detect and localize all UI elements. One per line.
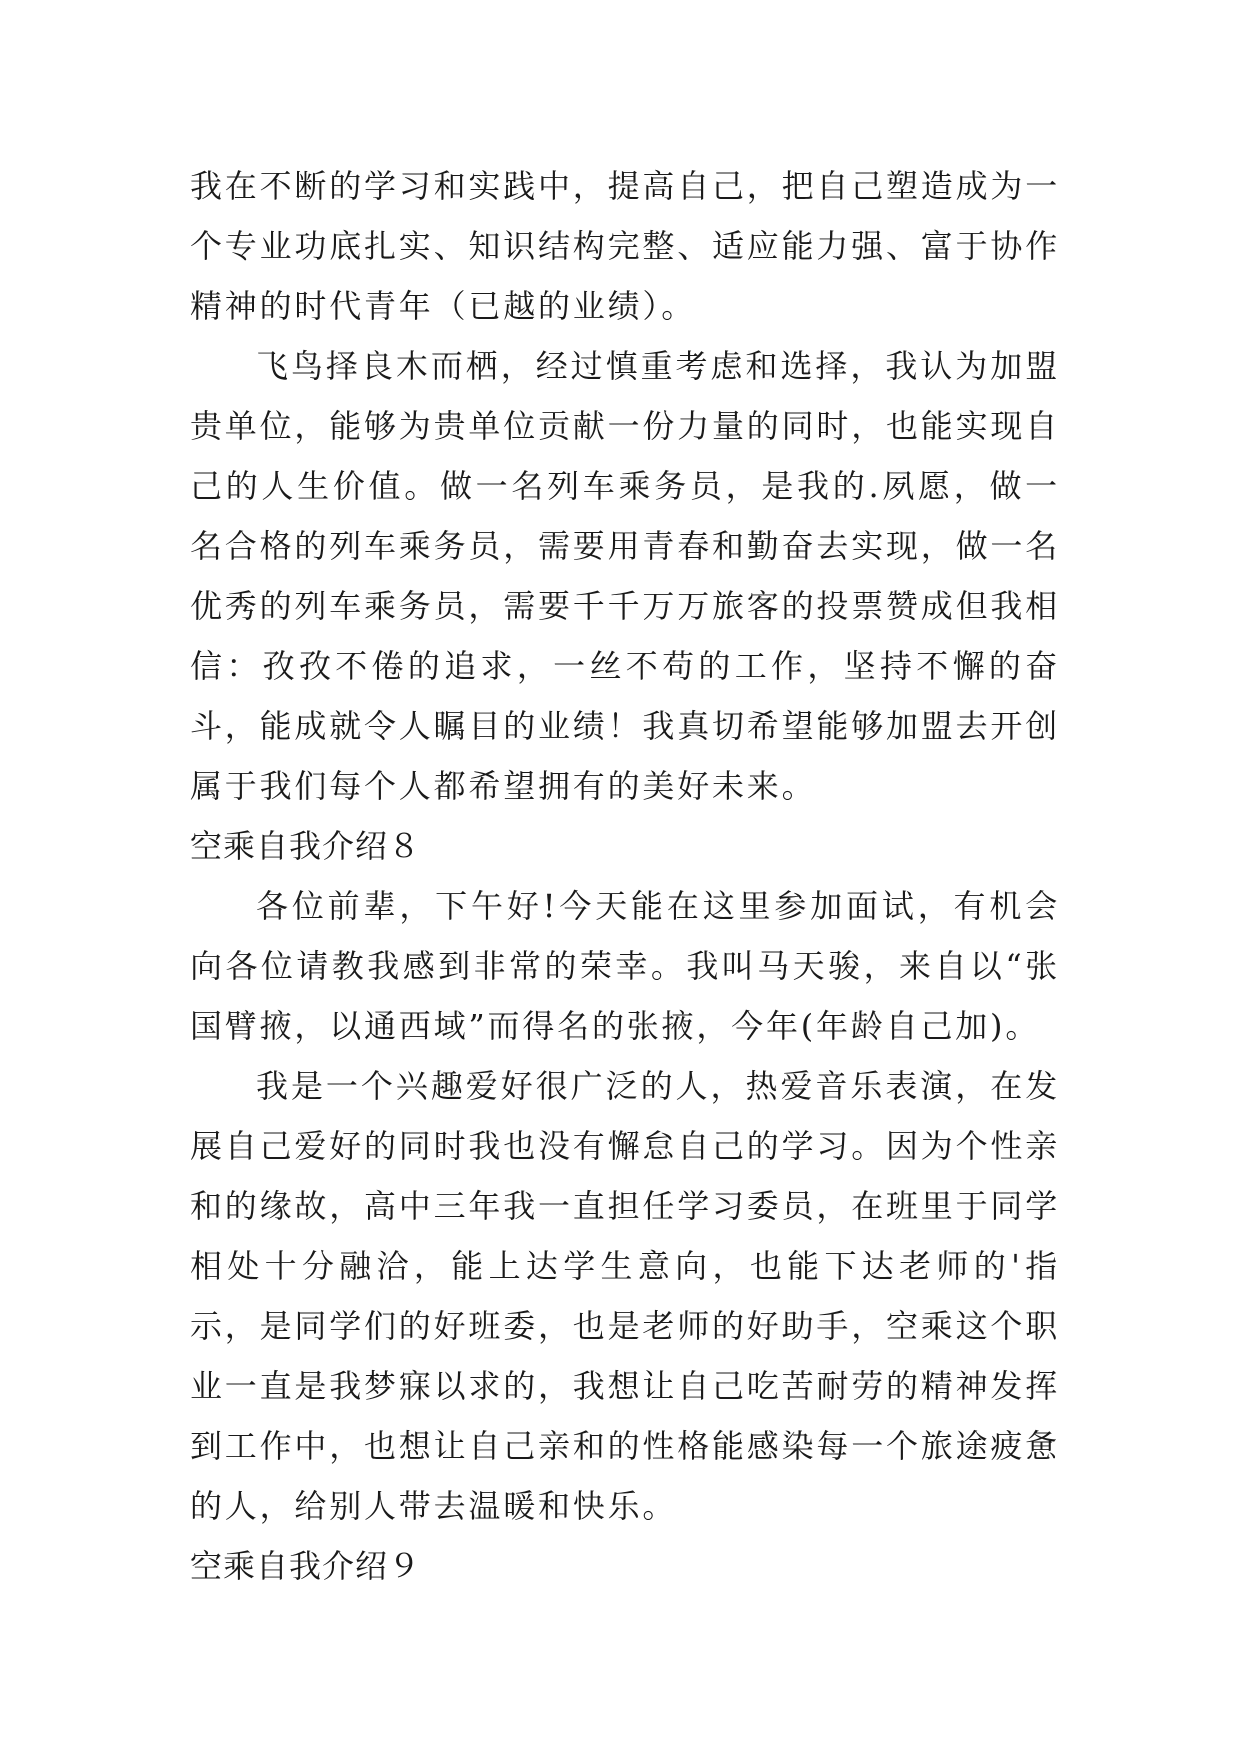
paragraph-1: 我在不断的学习和实践中，提高自己，把自己塑造成为一个专业功底扎实、知识结构完整、适应能力强、富于协作精神的时代青年（已越的业绩）。 — [190, 167, 1061, 325]
paragraph-3: 各位前辈，下午好!今天能在这里参加面试，有机会向各位请教我感到非常的荣幸。我叫马天骏，来自以“张国臂掖，以通西域”而得名的张掖，今年(年龄自己加)。 — [190, 887, 1060, 1045]
document-page — [190, 156, 1060, 1596]
paragraph-2: 飞鸟择良木而栖，经过慎重考虑和选择，我认为加盟贵单位，能够为贵单位贡献一份力量的同时，也能实现自己的人生价值。做一名列车乘务员，是我的.夙愿，做一名合格的列车乘务员，需要用青春和勤奋去实现，做一名优秀的列车乘务员，需要千千万万旅客的投票赞成但我相信：孜孜不倦的追求，一丝不苟的工作，坚持不懈的奋斗，能成就令人瞩目的业绩！我真切希望能够加盟去开创属于我们每个人都希望拥有的美好未来。 — [190, 347, 1061, 805]
paragraph-4: 我是一个兴趣爱好很广泛的人，热爱音乐表演，在发展自己爱好的同时我也没有懈怠自己的学习。因为个性亲和的缘故，高中三年我一直担任学习委员，在班里于同学相处十分融洽，能上达学生意向，也能下达老师的'指示，是同学们的好班委，也是老师的好助手，空乘这个职业一直是我梦寐以求的，我想让自己吃苦耐劳的精神发挥到工作中，也想让自己亲和的性格能感染每一个旅途疲惫的人，给别人带去温暖和快乐。 — [190, 1067, 1061, 1525]
section-heading-8: 空乘自我介绍８ — [190, 827, 422, 865]
section-heading-9: 空乘自我介绍９ — [190, 1547, 422, 1585]
